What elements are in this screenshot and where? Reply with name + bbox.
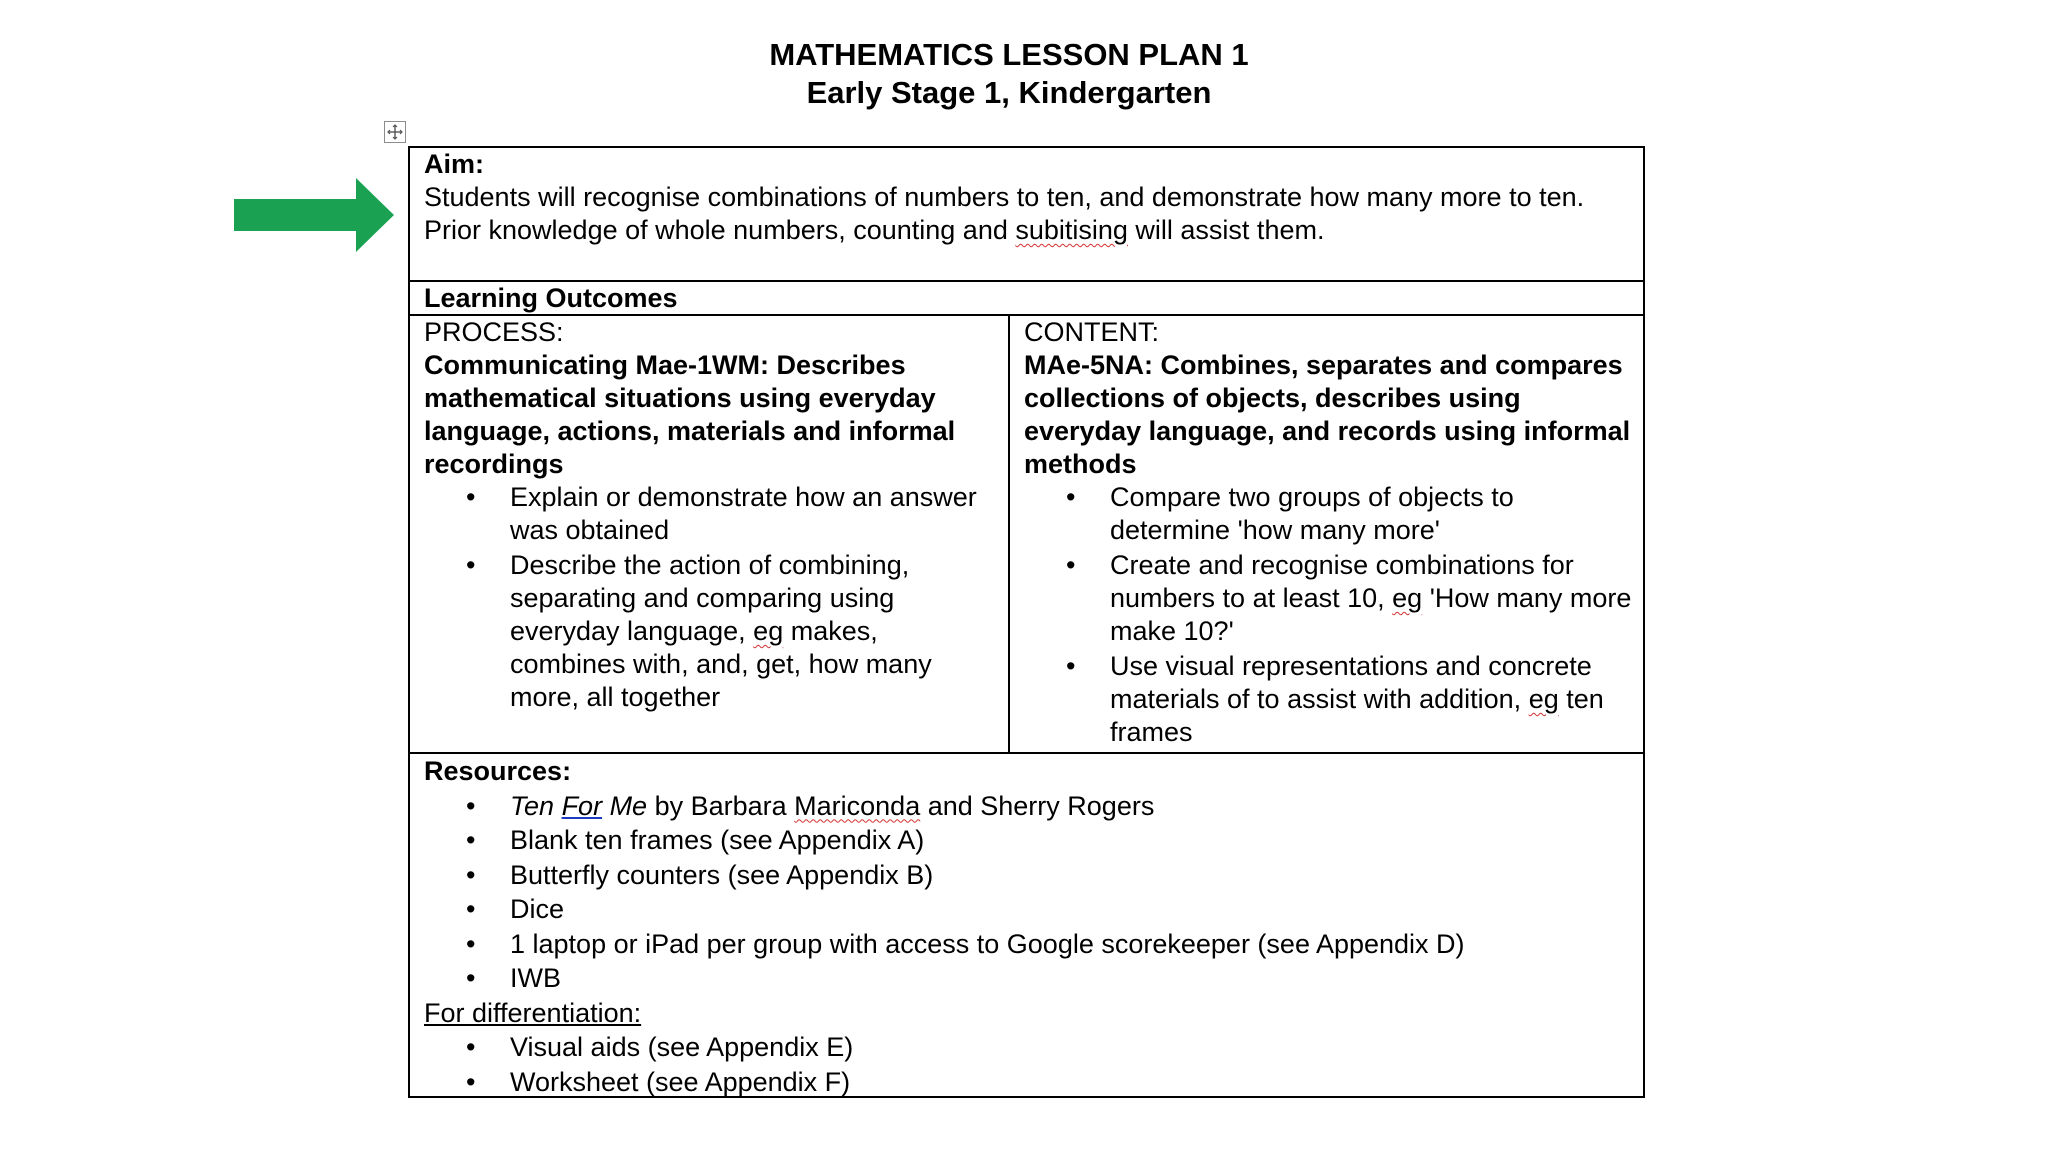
list-item-text: 'How many more make 10?' [1110,583,1632,646]
list-item [510,789,1629,824]
list-item: • Visual aids (see Appendix E) [510,1030,1629,1065]
content-outcome: MAe-5NA: Combines, separates and compares collections of objects, describes using everyday language, and records using informal methods [1024,350,1631,479]
misspelled-word: eg [1528,684,1559,714]
content-list [1024,481,1633,749]
list-item [1110,549,1633,648]
list-item: • Blank ten frames (see Appendix A) [510,823,1629,858]
list-item: • Butterfly counters (see Appendix B) [510,858,1629,893]
misspelled-word: eg [753,616,784,646]
aim-row [410,148,1643,282]
list-item: • Worksheet (see Appendix F) [510,1065,1629,1100]
list-item: • Explain or demonstrate how an answer was obtained [510,481,998,547]
aim-heading: Aim: [424,149,484,179]
aim-text-part: will assist them. [1127,215,1325,245]
resources-heading: Resources: [424,756,572,786]
document-title-block [0,36,2018,112]
book-author-rest: and Sherry Rogers [920,790,1155,821]
document-title: MATHEMATICS LESSON PLAN 1 [769,37,1249,72]
misspelled-word: Mariconda [794,790,921,821]
process-label: PROCESS: [424,317,564,347]
list-item-text: ten frames [1110,684,1604,747]
misspelled-word: eg [1392,583,1423,613]
book-title: Ten [510,790,562,821]
aim-misspelled-word: subitising [1015,215,1128,245]
list-item: • Dice [510,892,1629,927]
content-cell [1010,316,1643,752]
learning-outcomes-heading: Learning Outcomes [410,282,1643,316]
list-item-text: makes, combines with, and, get, how many more, all together [510,616,932,712]
resources-list [424,789,1629,996]
list-item-text: Describe the action of combining, separating and comparing using everyday language, [510,550,910,646]
content-label: CONTENT: [1024,317,1159,347]
list-item-text: Use visual representations and concrete materials of to assist with addition, [1110,651,1592,714]
aim-text [424,181,1633,247]
list-item: • 1 laptop or iPad per group with access to Google scorekeeper (see Appendix D) [510,927,1629,962]
differentiation-label: For differentiation: [424,997,642,1028]
book-title-link: For [561,790,603,821]
process-list [424,481,998,714]
resources-row [410,754,1643,1096]
document-subtitle: Early Stage 1, Kindergarten [806,75,1212,110]
list-item: • IWB [510,961,1629,996]
differentiation-list [424,1030,1629,1099]
table-move-handle-icon[interactable] [384,121,406,143]
process-cell [410,316,1010,752]
arrow-right-icon [234,178,394,257]
list-item-text: Create and recognise combinations for numbers to at least 10, [1110,550,1574,613]
aim-text-part: Students will recognise combinations of numbers to ten, and demonstrate how many more to ten. Prior knowledge of whole numbers, counting and [424,182,1585,245]
process-outcome: Communicating Mae-1WM: Describes mathematical situations using everyday language, actions, materials and informal recordings [424,350,956,479]
list-item: • Compare two groups of objects to determine 'how many more' [1110,481,1633,547]
book-author-prefix: by Barbara [647,790,795,821]
list-item [1110,650,1633,749]
outcomes-row [410,316,1643,754]
list-item [510,549,998,714]
lesson-plan-table [408,146,1645,1098]
book-title: Me [602,790,648,821]
